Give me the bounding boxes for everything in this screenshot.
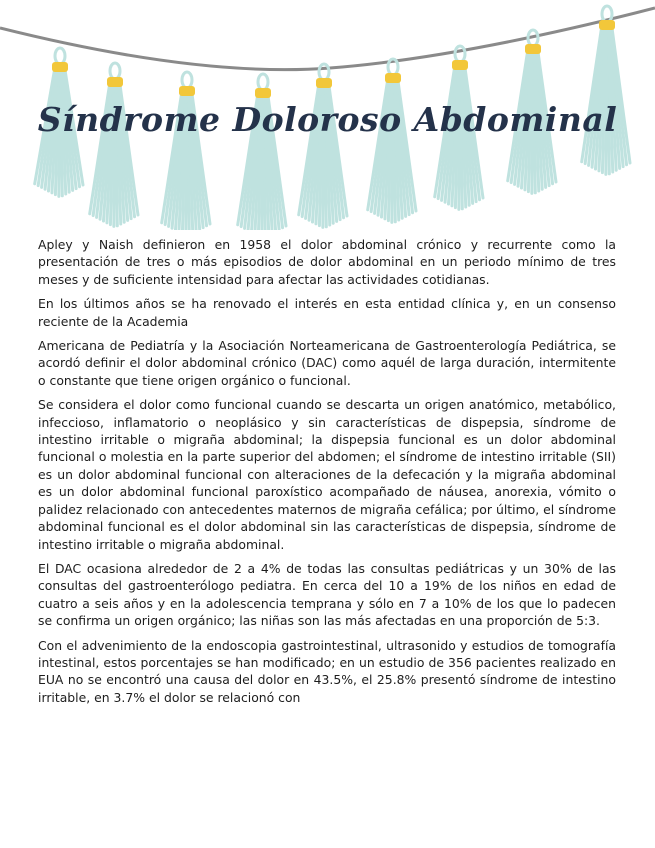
paragraph-2: En los últimos años se ha renovado el interés en esta entidad clínica y, en un consenso reciente de la Academia <box>38 296 616 329</box>
tassel-knot <box>599 20 615 30</box>
paragraph-5: El DAC ocasiona alrededor de 2 a 4% de todas las consultas pediátricas y un 30% de las consultas del gastroenterólogo pediatra. En cerca del 10 a 19% de los niños en edad de cuatro a seis años y en la adolescencia temprana y sólo en 7 a 10% de los que lo padecen se confirma un origen orgánico; las niñas son las más afectadas en una proporción de 5:3. <box>38 560 616 629</box>
tassel-3 <box>162 72 210 230</box>
tassel-knot <box>107 77 123 87</box>
tassel-knot <box>385 73 401 83</box>
tassel-knot <box>255 88 271 98</box>
tassel-knot <box>525 44 541 54</box>
tassel-4 <box>238 74 286 230</box>
tassel-6 <box>368 59 416 222</box>
garland-string <box>0 8 655 70</box>
page-title: Síndrome Doloroso Abdominal <box>37 100 618 139</box>
paragraph-6: Con el advenimiento de la endoscopia gastrointestinal, ultrasonido y estudios de tomografía intestinal, estos porcentajes se han modificado; en un estudio de 356 pacientes realizado en EUA no se encontró una causa del dolor en 43.5%, el 25.8% presentó síndrome de intestino irritable, en 3.7% el dolor se relacionó con <box>38 637 616 705</box>
article-body <box>38 236 616 713</box>
paragraph-3: Americana de Pediatría y la Asociación Norteamericana de Gastroenterología Pediátrica, se acordó definir el dolor abdominal crónico (DAC) como aquél de larga duración, intermitente o constante que tiene origen orgánico o funcional. <box>38 338 616 388</box>
tassel-5 <box>299 64 347 227</box>
paragraph-4: Se considera el dolor como funcional cuando se descarta un origen anatómico, metabólico, infeccioso, inflamatorio o neoplásico y sin características de dispepsia, síndrome de intestino irritable o migraña abdominal; la dispepsia funcional es un dolor abdominal funcional o molestia en la parte superior del abdomen; el síndrome de intestino irritable (SII) es un dolor abdominal funcional con alteraciones de la defecación y la migraña abdominal es un dolor abdominal funcional paroxístico acompañado de náusea, anorexia, vómito o palidez relacionado con antecedentes maternos de migraña cefálica; por último, el síndrome abdominal funcional es el dolor abdominal sin las características de dispepsia, síndrome de intestino irritable o migraña abdominal. <box>38 397 616 552</box>
tassel-9 <box>582 6 630 174</box>
tassel-knot <box>52 62 68 72</box>
tassel-knot <box>316 78 332 88</box>
paragraph-1: Apley y Naish definieron en 1958 el dolor abdominal crónico y recurrente como la presentación de tres o más episodios de dolor abdominal en un periodo mínimo de tres meses y de suficiente intensidad para afectar las actividades cotidianas. <box>38 237 616 287</box>
tassel-knot <box>452 60 468 70</box>
tassel-2 <box>90 63 138 226</box>
tassel-knot <box>179 86 195 96</box>
